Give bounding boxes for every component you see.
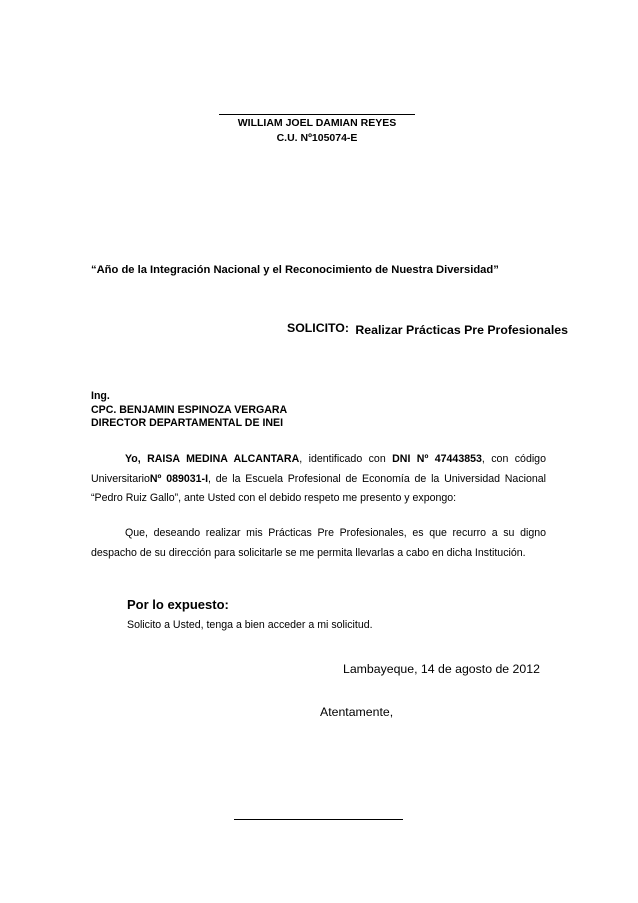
paragraph-1-line-2: UniversitarioNº 089031-I, de la Escuela Profesional de Economía de la Universidad Nacional xyxy=(91,472,547,485)
body-paragraph-1 xyxy=(91,450,546,509)
recipient-name: CPC. BENJAMIN ESPINOZA VERGARA xyxy=(91,403,288,416)
paragraph-2-line-2: despacho de su dirección para solicitarle se me permita llevarlas a cabo en dicha Institución. xyxy=(91,546,526,559)
request-line xyxy=(287,319,568,337)
closing-heading: Por lo expuesto: xyxy=(127,597,229,612)
paragraph-1-line-3: “Pedro Ruiz Gallo”, ante Usted con el debido respeto me presento y expongo: xyxy=(91,492,457,504)
body-paragraph-2 xyxy=(91,524,546,563)
request-subject: Realizar Prácticas Pre Profesionales xyxy=(355,323,568,337)
paragraph-2-line-1: Que, deseando realizar mis Prácticas Pre Profesionales, es que recurro a su digno xyxy=(125,527,546,539)
signature-line-top xyxy=(219,114,415,115)
request-label: SOLICITO: xyxy=(287,321,349,335)
paragraph-1-line-1: Yo, RAISA MEDINA ALCANTARA, identificado con DNI Nº 47443853, con código xyxy=(125,453,546,465)
place-date: Lambayeque, 14 de agosto de 2012 xyxy=(343,662,540,676)
signature-line-bottom xyxy=(234,819,403,820)
recipient-position: DIRECTOR DEPARTAMENTAL DE INEI xyxy=(91,417,284,429)
salutation: Atentamente, xyxy=(320,705,394,719)
recipient-block xyxy=(91,390,287,431)
recipient-title: Ing. xyxy=(91,390,110,402)
closing-request: Solicito a Usted, tenga a bien acceder a mi solicitud. xyxy=(127,619,373,631)
signer-name: WILLIAM JOEL DAMIAN REYES xyxy=(237,117,397,129)
year-motto: “Año de la Integración Nacional y el Reconocimiento de Nuestra Diversidad” xyxy=(91,264,499,276)
signer-code: C.U. Nº105074-E xyxy=(276,132,358,144)
